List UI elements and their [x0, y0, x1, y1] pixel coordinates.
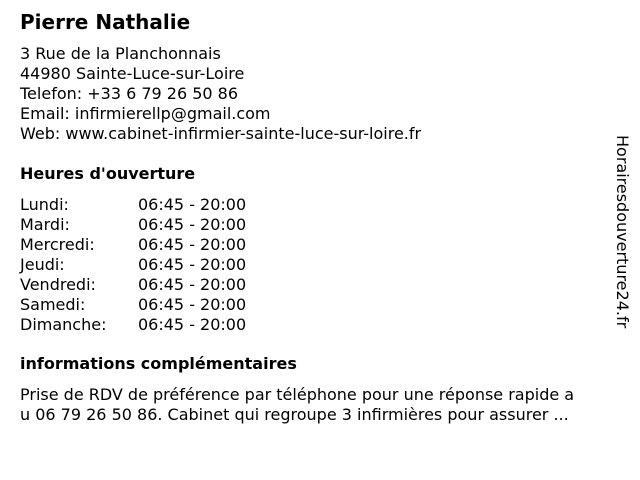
day-label: Mardi: [20, 215, 70, 234]
web-line: Web: www.cabinet-infirmier-sainte-luce-sur-loire.fr [20, 124, 422, 143]
time-range: 06:45 - 20:00 [138, 255, 247, 274]
address-street: 3 Rue de la Planchonnais [20, 44, 221, 63]
day-label: Vendredi: [20, 275, 96, 294]
hours-row-saturday [20, 295, 246, 315]
time-range: 06:45 - 20:00 [138, 195, 247, 214]
time-range: 06:45 - 20:00 [138, 275, 247, 294]
additional-info-heading: informations complémentaires [20, 354, 297, 373]
contact-block [20, 44, 421, 144]
day-label: Samedi: [20, 295, 86, 314]
hours-row-friday [20, 275, 246, 295]
time-range: 06:45 - 20:00 [138, 215, 247, 234]
email-line: Email: infirmierellp@gmail.com [20, 104, 271, 123]
hours-row-wednesday [20, 235, 246, 255]
opening-hours-table [20, 195, 246, 335]
day-label: Jeudi: [20, 255, 65, 274]
day-label: Mercredi: [20, 235, 95, 254]
address-city: 44980 Sainte-Luce-sur-Loire [20, 64, 245, 83]
day-label: Dimanche: [20, 315, 107, 334]
time-range: 06:45 - 20:00 [138, 235, 247, 254]
info-line: u 06 79 26 50 86. Cabinet qui regroupe 3 infirmières pour assurer ... [20, 405, 569, 424]
business-name: Pierre Nathalie [20, 10, 191, 34]
hours-row-monday [20, 195, 246, 215]
opening-hours-heading: Heures d'ouverture [20, 164, 196, 183]
time-range: 06:45 - 20:00 [138, 295, 247, 314]
hours-row-tuesday [20, 215, 246, 235]
hours-row-thursday [20, 255, 246, 275]
additional-info-text [20, 385, 628, 425]
phone-line: Telefon: +33 6 79 26 50 86 [20, 84, 239, 103]
day-label: Lundi: [20, 195, 69, 214]
site-watermark: Horairesdouverture24.fr [613, 135, 632, 329]
hours-row-sunday [20, 315, 246, 335]
time-range: 06:45 - 20:00 [138, 315, 247, 334]
info-line: Prise de RDV de préférence par téléphone pour une réponse rapide a [20, 385, 575, 404]
